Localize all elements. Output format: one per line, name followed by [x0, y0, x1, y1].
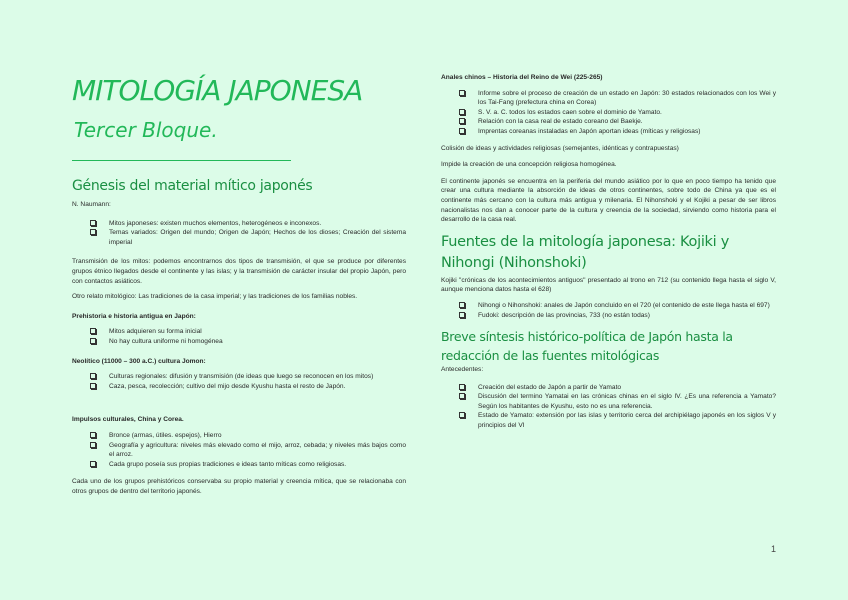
list-item: Imprentas coreanas instaladas en Japón aportan ideas (míticas y religiosas) [441, 127, 776, 137]
list-item: Discusión del termino Yamatai en las crónicas chinas en el siglo IV. ¿Es una referencia a Yamato? Según los habitantes de Kyushu, esto no es una referencia. [441, 392, 776, 411]
paragraph-transmision: Transmisión de los mitos: podemos encontrarnos dos tipos de transmisión, el que se produce por diferentes grupos étnico llegados desde el continente y las islas; y la transmisión de carácter insular del propio Japón, pero con contactos asiáticos. [72, 258, 406, 285]
title-divider [72, 160, 291, 161]
list-fuentes [441, 301, 776, 320]
list-item: Bronce (armas, útiles. espejos), Hierro [72, 431, 406, 441]
paragraph-otro-relato: Otro relato mitológico: Las tradiciones de la casa imperial; y las tradiciones de los familias nobles. [72, 293, 358, 301]
paragraph-kojiki: Kojiki "crónicas de los acontecimientos antiguos" presentado al trono en 712 (su contenido llega hasta el siglo V, aunque menciona datos hasta el 628) [441, 276, 776, 294]
list-item: Relación con la casa real de estado coreano del Baekje. [441, 117, 776, 127]
checkbox-bullet-icon [459, 312, 465, 318]
checkbox-bullet-icon [459, 90, 465, 96]
list-item: Culturas regionales: difusión y transmisión (de ideas que luego se reconocen en los mitos) [72, 372, 406, 382]
list-anales [441, 89, 776, 137]
checkbox-bullet-icon [90, 432, 96, 438]
list-antecedentes [441, 383, 776, 431]
subheading-impulsos: Impulsos culturales, China y Corea. [72, 416, 184, 424]
list-item: No hay cultura uniforme ni homogénea [72, 337, 406, 347]
list-item: Informe sobre el proceso de creación de un estado en Japón: 30 estados relacionados con los Wei y los Tai-Fang (prefectura china en Corea) [441, 89, 776, 108]
section-heading-fuentes: Fuentes de la mitología japonesa: Kojiki y Nihongi (Nihonshoki) [441, 233, 729, 271]
list-item: Geografía y agricultura: niveles más elevado como el mijo, arroz, cebada; y niveles más bajos como el arroz. [72, 441, 406, 460]
subheading-anales: Anales chinos – Historia del Reino de Wei (225-265) [441, 74, 603, 81]
list-prehistoria [72, 327, 406, 346]
subheading-neolitico: Neolítico (11000 – 300 a.C.) cultura Jomon: [72, 357, 206, 365]
checkbox-bullet-icon [459, 128, 465, 134]
paragraph-grupos: Cada uno de los grupos prehistóricos conservaba su propio material y creencia mítica, que se relacionaba con otros grupos de dentro del territorio japonés. [72, 478, 406, 495]
checkbox-bullet-icon [459, 384, 465, 390]
checkbox-bullet-icon [90, 461, 96, 467]
antecedentes-label: Antecedentes: [441, 366, 484, 374]
paragraph-impide: Impide la creación de una concepción religiosa homogénea. [441, 161, 617, 169]
list-item: S. V. a. C. todos los estados caen sobre el dominio de Yamato. [441, 108, 776, 118]
document-title: MITOLOGÍA JAPONESA [72, 74, 363, 107]
checkbox-bullet-icon [459, 302, 465, 308]
checkbox-bullet-icon [90, 338, 96, 344]
list-item: Creación del estado de Japón a partir de Yamato [441, 383, 776, 393]
checkbox-bullet-icon [459, 412, 465, 418]
list-item: Mitos japoneses: existen muchos elementos, heterogéneos e inconexos. [72, 219, 406, 229]
checkbox-bullet-icon [90, 442, 96, 448]
paragraph-colision: Colisión de ideas y actividades religiosas (semejantes, idénticas y contrapuestas) [441, 144, 679, 152]
left-column [72, 178, 406, 496]
checkbox-bullet-icon [459, 118, 465, 124]
list-item: Caza, pesca, recolección; cultivo del mijo desde Kyushu hasta el resto de Japón. [72, 382, 406, 392]
right-column [441, 73, 776, 431]
list-item: Mitos adquieren su forma inicial [72, 327, 406, 337]
checkbox-bullet-icon [90, 373, 96, 379]
section-heading-sintesis: Breve síntesis histórico-política de Japón hasta la redacción de las fuentes mitológicas [441, 329, 733, 364]
checkbox-bullet-icon [90, 220, 96, 226]
section-heading-genesis: Génesis del material mítico japonés [72, 178, 313, 194]
checkbox-bullet-icon [90, 328, 96, 334]
checkbox-bullet-icon [90, 229, 96, 235]
document-subtitle: Tercer Bloque. [74, 118, 218, 142]
checkbox-bullet-icon [459, 109, 465, 115]
checkbox-bullet-icon [90, 383, 96, 389]
list-item: Cada grupo poseía sus propias tradiciones e ideas tanto míticas como religiosas. [72, 460, 406, 470]
list-item: Fudoki: descripción de las provincias, 733 (no están todas) [441, 311, 776, 321]
checkbox-bullet-icon [459, 393, 465, 399]
list-impulsos [72, 431, 406, 469]
list-item: Estado de Yamato: extensión por las islas y territorio cerca del archipiélago japonés en los siglos V y principios del VI [441, 411, 776, 430]
page-number: 1 [770, 544, 776, 554]
list-mitos [72, 219, 406, 248]
list-item: Temas variados: Origen del mundo; Origen de Japón; Hechos de los dioses; Creación del sistema imperial [72, 228, 406, 247]
author-line: N. Naumann: [72, 201, 111, 208]
list-item: Nihongi o Nihonshoki: anales de Japón concluido en el 720 (el contenido de este llega hasta el 697) [441, 301, 776, 311]
subheading-prehistoria: Prehistoria e historia antigua en Japón: [72, 312, 196, 320]
list-neolitico [72, 372, 406, 391]
paragraph-continente: El continente japonés se encuentra en la periferia del mundo asiático por lo que en poco tiempo ha tenido que crear una cultura mediante la absorción de ideas de otros continentes, sobre todo de China ya que es el continente más cercano con la cultura más antigua y milenaria. El Nihonshoki y el Kojiki a pesar de ser libros nacionalistas nos dan a conocer parte de la cultura y creencia de la sociedad, sirviendo como historia para el desarrollo de la casa real. [441, 177, 776, 224]
